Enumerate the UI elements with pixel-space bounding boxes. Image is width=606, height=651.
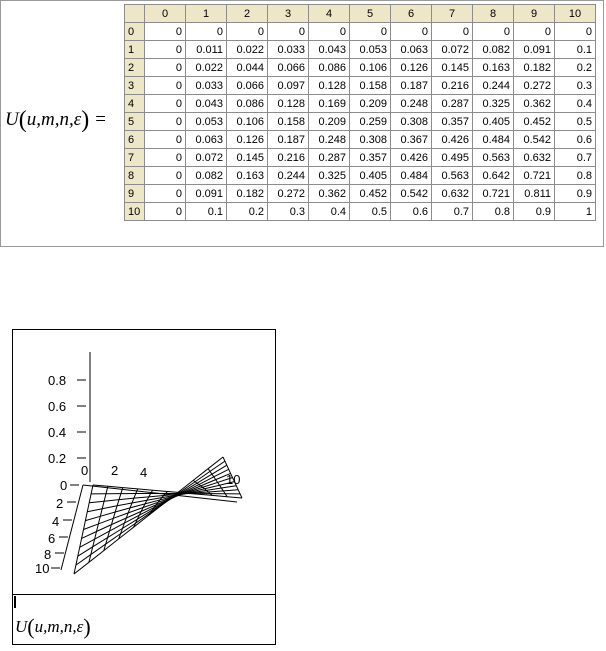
matrix-output-region [0, 0, 604, 247]
matrix-cell[interactable]: 0.2 [555, 59, 596, 77]
row-header: 5 [125, 113, 145, 131]
row-header: 4 [125, 95, 145, 113]
mesh-line [208, 469, 227, 497]
table-row [125, 167, 596, 185]
matrix-cell[interactable]: 0 [186, 23, 227, 41]
matrix-cell[interactable]: 0.484 [391, 167, 432, 185]
matrix-cell[interactable]: 0 [145, 113, 186, 131]
matrix-cell[interactable]: 0.642 [473, 167, 514, 185]
matrix-cell[interactable]: 0.7 [555, 149, 596, 167]
equals-sign: = [95, 109, 106, 130]
table-row [125, 113, 596, 131]
arg-n: n [59, 109, 69, 130]
table-row [125, 203, 596, 221]
matrix-cell[interactable]: 0 [145, 203, 186, 221]
caption-arg-m: m [47, 617, 60, 636]
row-header: 0 [125, 23, 145, 41]
matrix-cell[interactable]: 0 [145, 23, 186, 41]
matrix-cell[interactable]: 0.163 [473, 59, 514, 77]
matrix-cell[interactable]: 0.357 [350, 149, 391, 167]
matrix-cell[interactable]: 0.287 [309, 149, 350, 167]
matrix-cell[interactable]: 0 [145, 131, 186, 149]
result-matrix-table[interactable] [124, 4, 596, 221]
matrix-cell[interactable]: 0.209 [350, 95, 391, 113]
matrix-cell[interactable]: 0.542 [391, 185, 432, 203]
row-header: 7 [125, 149, 145, 167]
x-tick-label: 2 [111, 463, 119, 478]
plot-divider [13, 594, 275, 595]
caption-arg-epsilon: ε [76, 617, 84, 636]
text-cursor [14, 596, 16, 608]
matrix-cell[interactable]: 0.632 [432, 185, 473, 203]
matrix-cell[interactable]: 0.5 [555, 113, 596, 131]
column-header: 9 [514, 5, 555, 23]
matrix-cell[interactable]: 0.011 [186, 41, 227, 59]
column-header: 10 [555, 5, 596, 23]
matrix-cell[interactable]: 0.308 [350, 131, 391, 149]
matrix-cell[interactable]: 0.1 [555, 41, 596, 59]
matrix-cell[interactable]: 0.721 [473, 185, 514, 203]
matrix-cell[interactable]: 0.022 [186, 59, 227, 77]
matrix-cell[interactable]: 0.8 [555, 167, 596, 185]
table-row [125, 149, 596, 167]
table-row [125, 95, 596, 113]
matrix-cell[interactable]: 0.272 [268, 185, 309, 203]
matrix-cell[interactable]: 0.563 [432, 167, 473, 185]
y-tick-label: 4 [52, 514, 60, 529]
column-header: 5 [350, 5, 391, 23]
column-header: 7 [432, 5, 473, 23]
y-tick-label: 2 [56, 496, 64, 511]
column-header: 0 [145, 5, 186, 23]
column-header: 3 [268, 5, 309, 23]
matrix-cell[interactable]: 0 [227, 23, 268, 41]
table-row [125, 185, 596, 203]
matrix-cell[interactable]: 0.126 [227, 131, 268, 149]
matrix-cell[interactable]: 0 [145, 149, 186, 167]
matrix-cell[interactable]: 0 [145, 77, 186, 95]
z-tick-label: 0.2 [48, 451, 67, 466]
matrix-cell[interactable]: 0.187 [268, 131, 309, 149]
matrix-cell[interactable]: 0.072 [186, 149, 227, 167]
matrix-cell[interactable]: 0.4 [309, 203, 350, 221]
matrix-cell[interactable]: 0.072 [432, 41, 473, 59]
matrix-cell[interactable]: 0.043 [309, 41, 350, 59]
matrix-cell[interactable]: 0 [145, 185, 186, 203]
matrix-cell[interactable]: 0.4 [555, 95, 596, 113]
matrix-corner-cell [125, 5, 145, 23]
matrix-cell[interactable]: 0.452 [514, 113, 555, 131]
caption-arg-n: n [63, 617, 73, 636]
matrix-cell[interactable]: 0.082 [186, 167, 227, 185]
column-header: 6 [391, 5, 432, 23]
matrix-cell[interactable]: 0.163 [227, 167, 268, 185]
caption-arg-u: u [34, 617, 44, 636]
y-tick-label: 8 [44, 547, 52, 562]
surface-plot[interactable] [13, 330, 275, 592]
matrix-cell[interactable]: 0.053 [186, 113, 227, 131]
matrix-cell[interactable]: 0.063 [391, 41, 432, 59]
matrix-cell[interactable]: 0.066 [227, 77, 268, 95]
matrix-cell[interactable]: 0.022 [227, 41, 268, 59]
matrix-cell[interactable]: 0.091 [186, 185, 227, 203]
z-tick-label: 0.6 [48, 399, 67, 414]
matrix-cell[interactable]: 0 [350, 23, 391, 41]
matrix-cell[interactable]: 0.082 [473, 41, 514, 59]
matrix-cell[interactable]: 0.182 [227, 185, 268, 203]
matrix-cell[interactable]: 0.248 [309, 131, 350, 149]
y-tick-label: 6 [48, 531, 56, 546]
matrix-expression-label: U(u,m,n,ε) = [5, 107, 106, 133]
surface-plot-region[interactable] [12, 329, 276, 645]
column-header: 8 [473, 5, 514, 23]
table-row [125, 23, 596, 41]
matrix-cell[interactable]: 0.357 [432, 113, 473, 131]
close-paren: ) [81, 107, 90, 133]
matrix-cell[interactable]: 0.106 [350, 59, 391, 77]
column-header: 2 [227, 5, 268, 23]
matrix-cell[interactable]: 0.362 [309, 185, 350, 203]
matrix-cell[interactable]: 0.097 [268, 77, 309, 95]
matrix-cell[interactable]: 0.086 [309, 59, 350, 77]
matrix-cell[interactable]: 0.287 [432, 95, 473, 113]
matrix-cell[interactable]: 0.405 [350, 167, 391, 185]
matrix-cell[interactable]: 0 [473, 23, 514, 41]
matrix-cell[interactable]: 0.632 [514, 149, 555, 167]
row-header: 6 [125, 131, 145, 149]
y-tick-label: 0 [60, 478, 68, 493]
matrix-cell[interactable]: 1 [555, 203, 596, 221]
matrix-cell[interactable]: 0.272 [514, 77, 555, 95]
arg-u: u [26, 109, 37, 130]
z-tick-label: 0.4 [48, 425, 67, 440]
matrix-cell[interactable]: 0.244 [268, 167, 309, 185]
y-axis-line [61, 485, 83, 570]
row-header: 8 [125, 167, 145, 185]
arg-epsilon: ε [73, 109, 82, 130]
matrix-cell[interactable]: 0.1 [186, 203, 227, 221]
matrix-cell[interactable]: 0.405 [473, 113, 514, 131]
matrix-cell[interactable]: 0.542 [514, 131, 555, 149]
table-row [125, 41, 596, 59]
matrix-cell[interactable]: 0.209 [309, 113, 350, 131]
matrix-cell[interactable]: 0.6 [555, 131, 596, 149]
x-tick-label: 10 [226, 472, 241, 487]
matrix-cell[interactable]: 0.128 [309, 77, 350, 95]
matrix-cell[interactable]: 0.216 [268, 149, 309, 167]
open-paren: ( [18, 107, 27, 133]
matrix-cell[interactable]: 0.066 [268, 59, 309, 77]
matrix-cell[interactable]: 0.128 [268, 95, 309, 113]
matrix-cell[interactable]: 0 [391, 23, 432, 41]
column-header: 4 [309, 5, 350, 23]
matrix-cell[interactable]: 0.033 [268, 41, 309, 59]
matrix-cell[interactable]: 0.325 [309, 167, 350, 185]
mesh-line [89, 486, 108, 562]
plot-caption[interactable]: U(u,m,n,ε) [15, 614, 91, 639]
matrix-cell[interactable]: 0.2 [227, 203, 268, 221]
matrix-cell[interactable]: 0.106 [227, 113, 268, 131]
matrix-cell[interactable]: 0.9 [514, 203, 555, 221]
matrix-cell[interactable]: 0 [514, 23, 555, 41]
matrix-cell[interactable]: 0.145 [432, 59, 473, 77]
matrix-cell[interactable]: 0 [145, 41, 186, 59]
matrix-cell[interactable]: 0.158 [350, 77, 391, 95]
row-header: 1 [125, 41, 145, 59]
row-header: 2 [125, 59, 145, 77]
mesh-line [74, 485, 93, 574]
matrix-cell[interactable]: 0.811 [514, 185, 555, 203]
column-header: 1 [186, 5, 227, 23]
mesh-line [87, 486, 236, 512]
matrix-cell[interactable]: 0.3 [555, 77, 596, 95]
matrix-cell[interactable]: 0.053 [350, 41, 391, 59]
matrix-cell[interactable]: 0.182 [514, 59, 555, 77]
matrix-cell[interactable]: 0.126 [391, 59, 432, 77]
matrix-cell[interactable]: 0.158 [268, 113, 309, 131]
table-row [125, 59, 596, 77]
matrix-cell[interactable]: 0.033 [186, 77, 227, 95]
matrix-cell[interactable]: 0.426 [391, 149, 432, 167]
matrix-cell[interactable]: 0.259 [350, 113, 391, 131]
matrix-cell[interactable]: 0.091 [514, 41, 555, 59]
matrix-cell[interactable]: 0.426 [432, 131, 473, 149]
matrix-cell[interactable]: 0.362 [514, 95, 555, 113]
matrix-cell[interactable]: 0.216 [432, 77, 473, 95]
surface-mesh [74, 457, 242, 574]
table-row [125, 131, 596, 149]
matrix-cell[interactable]: 0 [268, 23, 309, 41]
mesh-line [134, 490, 153, 527]
matrix-cell[interactable]: 0.7 [432, 203, 473, 221]
function-name: U [5, 109, 19, 130]
matrix-cell[interactable]: 0.484 [473, 131, 514, 149]
matrix-cell[interactable]: 0.308 [391, 113, 432, 131]
mesh-line [84, 478, 233, 530]
matrix-cell[interactable]: 0.452 [350, 185, 391, 203]
matrix-cell[interactable]: 0.563 [473, 149, 514, 167]
matrix-cell[interactable]: 0 [145, 167, 186, 185]
matrix-cell[interactable]: 0.169 [309, 95, 350, 113]
matrix-cell[interactable]: 0.248 [391, 95, 432, 113]
matrix-cell[interactable]: 0.9 [555, 185, 596, 203]
matrix-cell[interactable]: 0.063 [186, 131, 227, 149]
matrix-cell[interactable]: 0.044 [227, 59, 268, 77]
caption-open-paren: ( [27, 614, 35, 639]
caption-function-name: U [15, 617, 28, 636]
matrix-cell[interactable]: 0.495 [432, 149, 473, 167]
matrix-cell[interactable]: 0 [145, 59, 186, 77]
matrix-cell[interactable]: 0 [145, 95, 186, 113]
matrix-cell[interactable]: 0.187 [391, 77, 432, 95]
x-tick-label: 4 [140, 465, 148, 480]
arg-m: m [40, 109, 55, 130]
row-header: 3 [125, 77, 145, 95]
matrix-cell[interactable]: 0.043 [186, 95, 227, 113]
matrix-cell[interactable]: 0 [309, 23, 350, 41]
matrix-cell[interactable]: 0.244 [473, 77, 514, 95]
matrix-cell[interactable]: 0.367 [391, 131, 432, 149]
row-header: 9 [125, 185, 145, 203]
matrix-cell[interactable]: 0.8 [473, 203, 514, 221]
row-header: 10 [125, 203, 145, 221]
caption-close-paren: ) [83, 614, 91, 639]
y-tick-label: 10 [35, 561, 50, 576]
z-tick-label: 0.8 [48, 373, 67, 388]
matrix-cell[interactable]: 0 [432, 23, 473, 41]
matrix-cell[interactable]: 0.086 [227, 95, 268, 113]
matrix-cell[interactable]: 0.325 [473, 95, 514, 113]
table-row [125, 77, 596, 95]
mesh-line [104, 488, 123, 551]
matrix-cell[interactable]: 0.145 [227, 149, 268, 167]
matrix-cell[interactable]: 0 [555, 23, 596, 41]
matrix-cell[interactable]: 0.5 [350, 203, 391, 221]
x-tick-label: 0 [81, 463, 89, 478]
matrix-cell[interactable]: 0.6 [391, 203, 432, 221]
matrix-cell[interactable]: 0.721 [514, 167, 555, 185]
matrix-cell[interactable]: 0.3 [268, 203, 309, 221]
